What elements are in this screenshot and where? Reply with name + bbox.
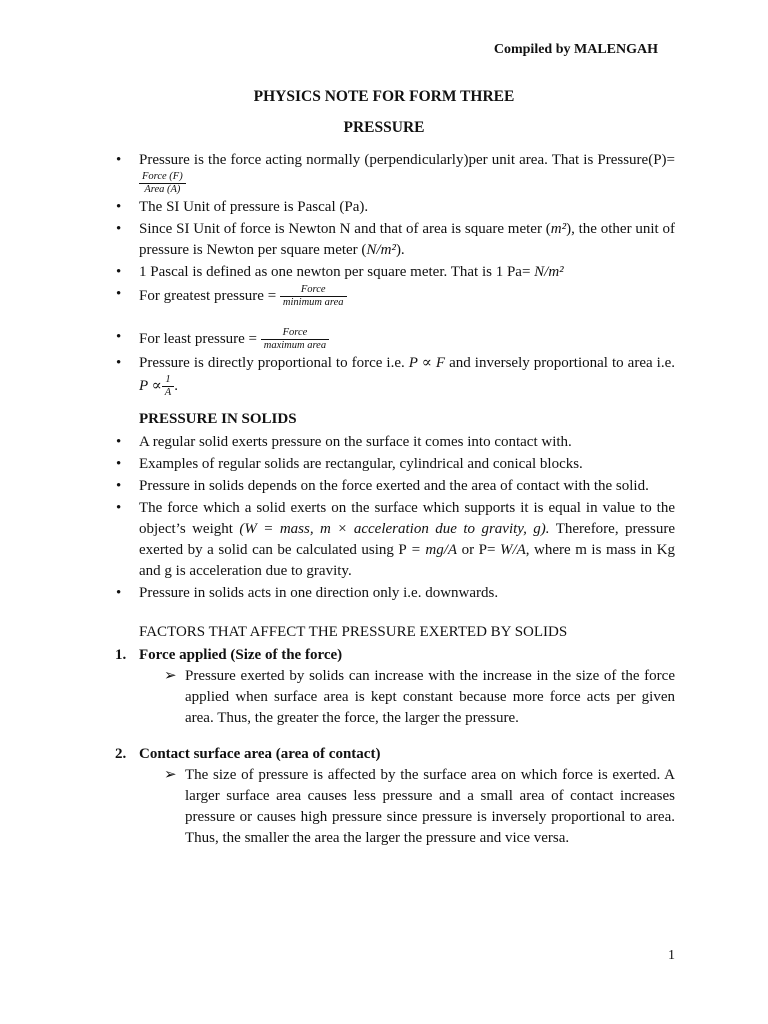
text: , where m is mass in Kg and g is acceleration due to gravity. <box>139 542 675 579</box>
bullet-solid-5: • Pressure in solids acts in one direction only i.e. downwards. <box>112 583 675 604</box>
math-n-per-m2: N/m² <box>534 264 564 280</box>
text: Pressure is directly proportional to force i.e. <box>139 355 405 371</box>
heading-pressure-in-solids: PRESSURE IN SOLIDS <box>139 411 297 427</box>
definition-text: Pressure is the force acting normally (perpendicularly)per unit area. That is Pressure(P)= <box>139 152 675 168</box>
fraction-numerator: Force <box>282 327 308 338</box>
factor-title: Force applied (Size of the force) <box>139 647 343 663</box>
text: or P= <box>461 542 496 558</box>
text: For greatest pressure = <box>139 287 277 304</box>
bullet-solid-3: • Pressure in solids depends on the force exerted and the area of contact with the solid. <box>112 476 675 497</box>
bullet-pascal-definition <box>112 262 675 283</box>
text: ). <box>395 242 405 258</box>
fraction-numerator: Force (F) <box>142 171 183 182</box>
factor-text: Pressure exerted by solids can increase with the increase in the size of the force applied when surface area is kept constant because more force acts per given area. Thus, the greater the force, the larger the pressure. <box>185 668 675 726</box>
bullet-solid-4 <box>112 498 675 582</box>
bullet-other-unit <box>112 219 675 261</box>
fraction-numerator: 1 <box>165 374 171 385</box>
bullet-solid-2: • Examples of regular solids are rectangular, cylindrical and conical blocks. <box>112 454 675 475</box>
fraction-force-max-area <box>261 327 329 352</box>
fraction-force-min-area <box>280 284 347 309</box>
factor-number: 1. <box>115 647 127 663</box>
content-body <box>112 150 675 849</box>
math-weight-formula: (W = mass, m × acceleration due to gravity, g). <box>239 521 550 537</box>
text: The force which a solid exerts on the surface which supports it is equal in value to the object’s weight <box>139 500 675 537</box>
heading-factors: FACTORS THAT AFFECT THE PRESSURE EXERTED BY SOLIDS <box>139 624 568 640</box>
arrow-bullet-icon: ➢ <box>164 668 177 684</box>
math-mg-over-a: = mg/A <box>410 542 458 558</box>
math-n-per-m2: N/m² <box>366 242 396 258</box>
text: ), the other unit of pressure is Newton per square meter ( <box>139 221 675 258</box>
fraction-force-area <box>139 171 186 196</box>
math-w-over-a: W/A <box>499 542 526 558</box>
factor-description <box>112 765 675 849</box>
factor-number: 2. <box>115 746 127 762</box>
factor-heading <box>112 744 675 765</box>
fraction-denominator: A <box>162 386 174 399</box>
fraction-denominator: minimum area <box>280 296 347 309</box>
bullet-solid-1: • A regular solid exerts pressure on the surface it comes into contact with. <box>112 432 675 453</box>
text: . <box>174 377 178 394</box>
factor-description <box>112 666 675 729</box>
solids-list <box>112 432 675 604</box>
bullet-greatest-pressure <box>112 284 675 309</box>
text: 1 Pascal is defined as one newton per square meter. That is 1 Pa= <box>139 264 531 280</box>
math-p-prop: P ∝ <box>139 377 162 394</box>
fraction-numerator: Force <box>300 284 326 295</box>
factor-item <box>112 645 675 729</box>
page-title: PHYSICS NOTE FOR FORM THREE <box>253 88 515 105</box>
fraction-denominator: maximum area <box>261 339 329 352</box>
factor-item <box>112 744 675 849</box>
bullet-si-unit: • The SI Unit of pressure is Pascal (Pa). <box>112 197 675 218</box>
text: For least pressure = <box>139 330 258 347</box>
text: Therefore, pressure exerted by a solid can be calculated using P <box>139 521 676 558</box>
spacer <box>112 729 675 744</box>
page-number: 1 <box>668 948 675 963</box>
factor-heading <box>112 645 675 666</box>
factor-text: The size of pressure is affected by the surface area on which force is exerted. A larger surface area causes less pressure and a small area of contact increases pressure or causes high pressure since pressure is inversely proportional to area. Thus, the smaller the area the larger the pressure and vice versa. <box>185 767 675 846</box>
section-title-pressure: PRESSURE <box>343 119 425 136</box>
compiled-by: Compiled by MALENGAH <box>493 42 658 57</box>
math-m2: m² <box>550 221 567 237</box>
bullet-definition <box>112 150 675 196</box>
factor-title: Contact surface area (area of contact) <box>139 746 381 762</box>
text: Since SI Unit of force is Newton N and that of area is square meter ( <box>139 221 551 237</box>
bullet-proportionality <box>112 353 675 399</box>
fraction-one-over-a <box>162 374 174 399</box>
arrow-bullet-icon: ➢ <box>164 767 177 783</box>
bullet-least-pressure <box>112 327 675 352</box>
fraction-denominator: Area (A) <box>139 183 186 196</box>
intro-list <box>112 150 675 399</box>
text: and inversely proportional to area i.e. <box>449 355 675 371</box>
math-p-prop-f: P ∝ F <box>408 355 446 371</box>
